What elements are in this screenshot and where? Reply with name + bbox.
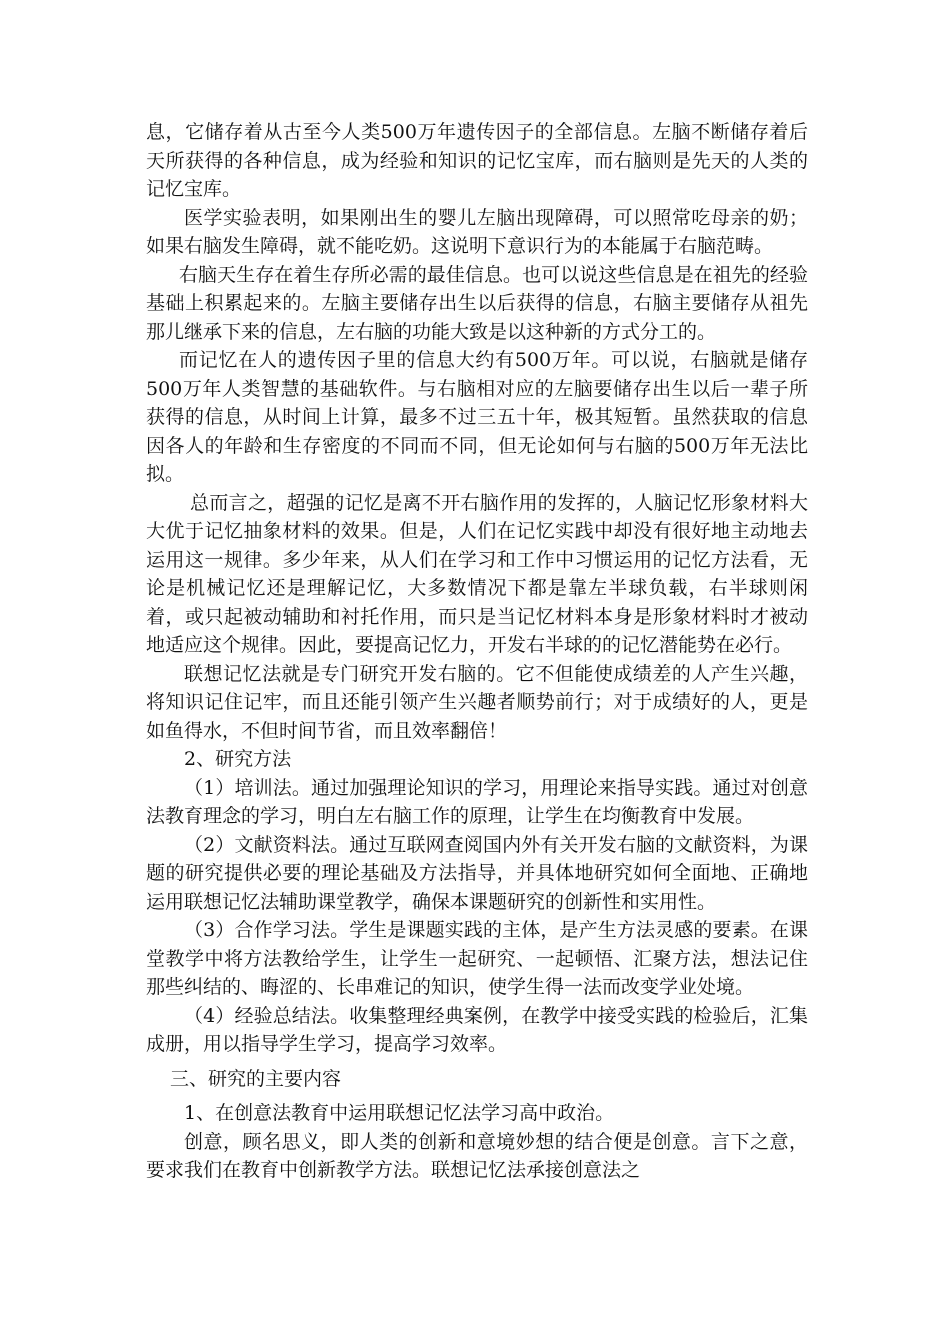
paragraph-brain-memory-continuation: 息，它储存着从古至今人类500万年遗传因子的全部信息。左脑不断储存着后天所获得的各种信息，成为经验和知识的记忆宝库，而右脑则是先天的人类的记忆宝库。 [146,121,808,200]
paragraph-medical-experiment: 医学实验表明，如果刚出生的婴儿左脑出现障碍，可以照常吃母亲的奶；如果右脑发生障碍，就不能吃奶。这说明下意识行为的本能属于右脑范畴。 [146,206,808,257]
heading-main-content: 三、研究的主要内容 [170,1067,342,1090]
paragraph-method-experience: （4）经验总结法。收集整理经典案例，在教学中接受实践的检验后，汇集成册，用以指导学生学习，提高学习效率。 [146,1004,808,1055]
heading-research-methods: 2、研究方法 [184,748,292,770]
paragraph-method-cooperative: （3）合作学习法。学生是课题实践的主体，是产生方法灵感的要素。在课堂教学中将方法教给学生，让学生一起研究、一起顿悟、汇聚方法，想法记住那些纠结的、晦涩的、长串难记的知识，使学生得一法而改变学业处境。 [146,919,808,998]
document-body [146,118,808,1185]
paragraph-right-brain-innate: 右脑天生存在着生存所必需的最佳信息。也可以说这些信息是在祖先的经验基础上积累起来的。左脑主要储存出生以后获得的信息，右脑主要储存从祖先那儿继承下来的信息，左右脑的功能大致是以这种新的方式分工的。 [146,263,808,343]
paragraph-method-literature: （2）文献资料法。通过互联网查阅国内外有关开发右脑的文献资料，为课题的研究提供必要的理论基础及方法指导，并具体地研究如何全面地、正确地运用联想记忆法辅助课堂教学，确保本课题研究的创新性和实用性。 [146,833,808,913]
paragraph-summary: 总而言之，超强的记忆是离不开右脑作用的发挥的，人脑记忆形象材料大大优于记忆抽象材料的效果。但是，人们在记忆实践中却没有很好地主动地去运用这一规律。多少年来，从人们在学习和工作中习惯运用的记忆方法看，无论是机械记忆还是理解记忆，大多数情况下都是靠左半球负载，右半球则闲着，或只起被动辅助和衬托作用，而只是当记忆材料本身是形象材料时才被动地适应这个规律。因此，要提高记忆力，开发右半球的的记忆潜能势在必行。 [146,491,808,656]
paragraph-genetic-memory: 而记忆在人的遗传因子里的信息大约有500万年。可以说，右脑就是储存500万年人类智慧的基础软件。与右脑相对应的左脑要储存出生以后一辈子所获得的信息，从时间上计算，最多不过三五十年，极其短暂。虽然获取的信息因各人的年龄和生存密度的不同而不同，但无论如何与右脑的500万年无法比拟。 [146,349,808,485]
paragraph-association-memory: 联想记忆法就是专门研究开发右脑的。它不但能使成绩差的人产生兴趣，将知识记住记牢，而且还能引领产生兴趣者顺势前行；对于成绩好的人，更是如鱼得水，不但时间节省，而且效率翻倍！ [146,662,808,742]
subheading-creative-education: 1、在创意法教育中运用联想记忆法学习高中政治。 [184,1102,615,1124]
paragraph-creativity-definition: 创意，顾名思义，即人类的创新和意境妙想的结合便是创意。言下之意，要求我们在教育中创新教学方法。联想记忆法承接创意法之 [146,1130,808,1181]
paragraph-method-training: （1）培训法。通过加强理论知识的学习，用理论来指导实践。通过对创意法教育理念的学习，明白左右脑工作的原理，让学生在均衡教育中发展。 [146,776,808,827]
